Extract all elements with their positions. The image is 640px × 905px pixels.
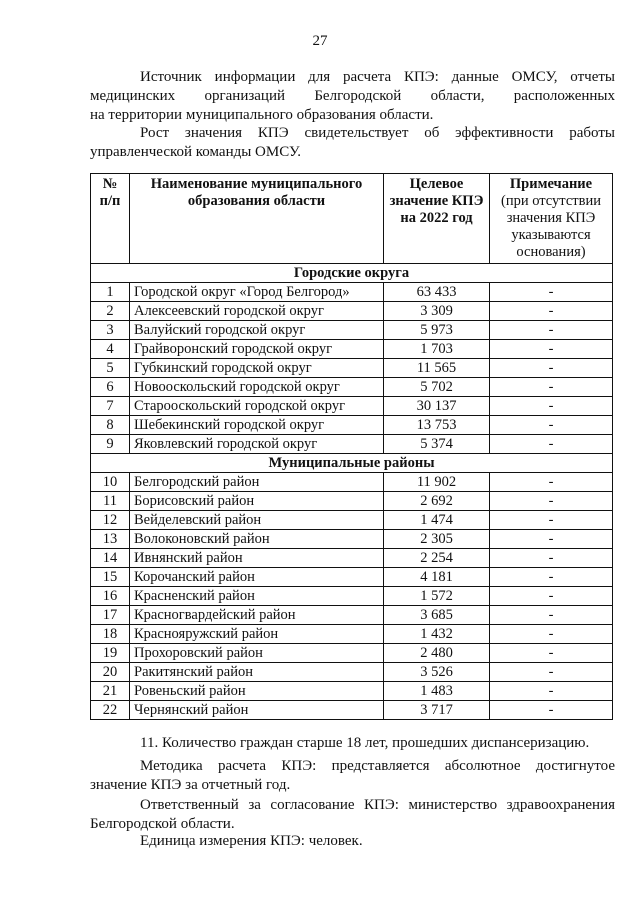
row-note: - <box>490 283 613 302</box>
table-row <box>91 663 613 682</box>
method-paragraph: Методика расчета КПЭ: представляется абсолютное достигнутое значение КПЭ за отчетный год. <box>90 758 615 793</box>
row-name: Борисовский район <box>130 492 384 511</box>
header-note-sub: (при отсутствии значения КПЭ указываются основания) <box>501 193 601 260</box>
row-name: Волоконовский район <box>130 530 384 549</box>
page-number: 27 <box>312 33 328 49</box>
row-note: - <box>490 511 613 530</box>
row-name: Белгородский район <box>130 473 384 492</box>
source-paragraph <box>90 68 615 125</box>
header-note <box>490 174 613 264</box>
row-num: 22 <box>91 701 130 720</box>
row-note: - <box>490 644 613 663</box>
row-name: Прохоровский район <box>130 644 384 663</box>
row-note: - <box>490 473 613 492</box>
row-name: Алексеевский городской округ <box>130 302 384 321</box>
header-num: № п/п <box>91 174 130 264</box>
table-row <box>91 530 613 549</box>
row-note: - <box>490 606 613 625</box>
header-note-title: Примечание <box>509 176 593 192</box>
row-name: Чернянский район <box>130 701 384 720</box>
table-row <box>91 283 613 302</box>
row-num: 18 <box>91 625 130 644</box>
row-note: - <box>490 340 613 359</box>
row-value: 1 432 <box>384 625 490 644</box>
row-value: 1 572 <box>384 587 490 606</box>
table-row <box>91 435 613 454</box>
row-num: 3 <box>91 321 130 340</box>
row-value: 5 702 <box>384 378 490 397</box>
row-name: Губкинский городской округ <box>130 359 384 378</box>
row-note: - <box>490 492 613 511</box>
row-note: - <box>490 663 613 682</box>
row-num: 6 <box>91 378 130 397</box>
row-name: Яковлевский городской округ <box>130 435 384 454</box>
responsible-paragraph: Ответственный за согласование КПЭ: министерство здравоохранения Белгородской области. <box>90 797 615 832</box>
source-paragraph-line2: на территории муниципального образования области. <box>90 107 434 123</box>
row-num: 12 <box>91 511 130 530</box>
row-value: 3 717 <box>384 701 490 720</box>
row-value: 2 692 <box>384 492 490 511</box>
row-note: - <box>490 587 613 606</box>
row-value: 5 374 <box>384 435 490 454</box>
table-row <box>91 511 613 530</box>
row-name: Краснояружский район <box>130 625 384 644</box>
row-value: 5 973 <box>384 321 490 340</box>
section-row <box>91 454 613 473</box>
row-num: 15 <box>91 568 130 587</box>
header-name: Наименование муниципального образования области <box>130 174 384 264</box>
row-name: Вейделевский район <box>130 511 384 530</box>
row-name: Старооскольский городской округ <box>130 397 384 416</box>
table-row <box>91 397 613 416</box>
kpe-table <box>90 173 613 720</box>
table-row <box>91 644 613 663</box>
row-name: Шебекинский городской округ <box>130 416 384 435</box>
table-row <box>91 549 613 568</box>
table-row <box>91 378 613 397</box>
row-name: Новооскольский городской округ <box>130 378 384 397</box>
row-name: Городской округ «Город Белгород» <box>130 283 384 302</box>
row-note: - <box>490 625 613 644</box>
row-value: 1 474 <box>384 511 490 530</box>
table-row <box>91 416 613 435</box>
row-note: - <box>490 530 613 549</box>
row-num: 10 <box>91 473 130 492</box>
row-name: Ракитянский район <box>130 663 384 682</box>
header-value: Целевое значение КПЭ на 2022 год <box>384 174 490 264</box>
table-row <box>91 606 613 625</box>
row-num: 21 <box>91 682 130 701</box>
row-name: Ивнянский район <box>130 549 384 568</box>
row-num: 1 <box>91 283 130 302</box>
item-11-paragraph: 11. Количество граждан старше 18 лет, прошедших диспансеризацию. <box>140 735 590 751</box>
row-name: Ровеньский район <box>130 682 384 701</box>
row-num: 8 <box>91 416 130 435</box>
row-value: 3 309 <box>384 302 490 321</box>
row-name: Красногвардейский район <box>130 606 384 625</box>
section-title: Муниципальные районы <box>91 454 613 473</box>
table-row <box>91 492 613 511</box>
row-name: Валуйский городской округ <box>130 321 384 340</box>
row-note: - <box>490 416 613 435</box>
row-name: Грайворонский городской округ <box>130 340 384 359</box>
row-note: - <box>490 568 613 587</box>
table-body <box>91 264 613 720</box>
row-num: 17 <box>91 606 130 625</box>
row-num: 2 <box>91 302 130 321</box>
table-row <box>91 682 613 701</box>
row-num: 7 <box>91 397 130 416</box>
row-note: - <box>490 302 613 321</box>
table-row <box>91 473 613 492</box>
row-value: 1 703 <box>384 340 490 359</box>
row-value: 3 685 <box>384 606 490 625</box>
growth-paragraph: Рост значения КПЭ свидетельствует об эффективности работы управленческой команды ОМСУ. <box>90 125 615 160</box>
row-value: 13 753 <box>384 416 490 435</box>
row-num: 5 <box>91 359 130 378</box>
row-num: 13 <box>91 530 130 549</box>
row-value: 3 526 <box>384 663 490 682</box>
table-row <box>91 625 613 644</box>
row-num: 20 <box>91 663 130 682</box>
table-row <box>91 321 613 340</box>
row-num: 9 <box>91 435 130 454</box>
table-row <box>91 701 613 720</box>
table-row <box>91 340 613 359</box>
row-note: - <box>490 397 613 416</box>
table-row <box>91 568 613 587</box>
row-value: 11 902 <box>384 473 490 492</box>
row-value: 4 181 <box>384 568 490 587</box>
unit-paragraph: Единица измерения КПЭ: человек. <box>140 833 363 849</box>
row-value: 2 480 <box>384 644 490 663</box>
row-value: 63 433 <box>384 283 490 302</box>
row-num: 16 <box>91 587 130 606</box>
table-row <box>91 359 613 378</box>
table-row <box>91 302 613 321</box>
row-note: - <box>490 682 613 701</box>
row-name: Корочанский район <box>130 568 384 587</box>
source-paragraph-line1: Источник информации для расчета КПЭ: данные ОМСУ, отчеты медицинских организаций Белгородской области, расположенных <box>90 69 615 104</box>
row-note: - <box>490 321 613 340</box>
row-num: 4 <box>91 340 130 359</box>
row-value: 30 137 <box>384 397 490 416</box>
row-note: - <box>490 701 613 720</box>
row-note: - <box>490 378 613 397</box>
row-note: - <box>490 359 613 378</box>
row-num: 14 <box>91 549 130 568</box>
row-name: Красненский район <box>130 587 384 606</box>
row-value: 2 254 <box>384 549 490 568</box>
row-value: 11 565 <box>384 359 490 378</box>
row-note: - <box>490 435 613 454</box>
section-row <box>91 264 613 283</box>
row-value: 2 305 <box>384 530 490 549</box>
section-title: Городские округа <box>91 264 613 283</box>
table-header-row <box>91 174 613 264</box>
row-num: 19 <box>91 644 130 663</box>
row-value: 1 483 <box>384 682 490 701</box>
table-row <box>91 587 613 606</box>
row-note: - <box>490 549 613 568</box>
row-num: 11 <box>91 492 130 511</box>
